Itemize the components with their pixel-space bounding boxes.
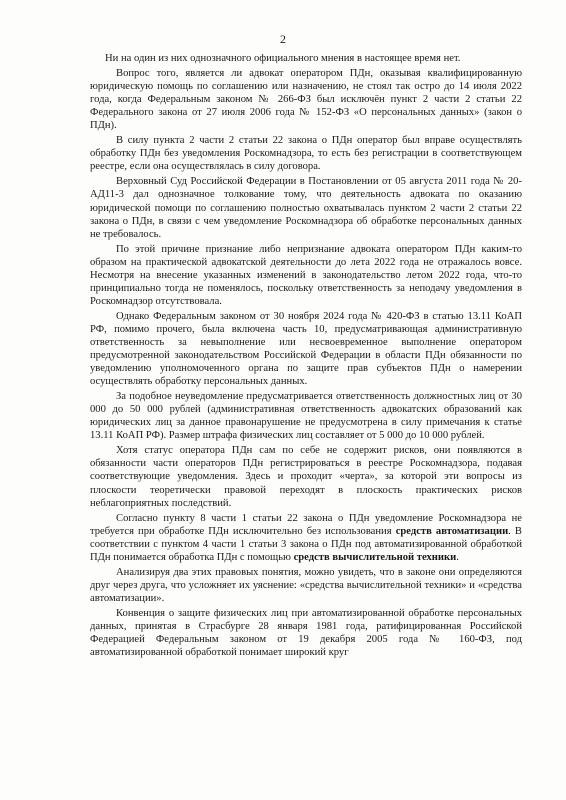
paragraph-text: Однако Федеральным законом от 30 ноября 2024 года № 420-ФЗ в статью 13.11 КоАП РФ, помимо прочего, была включена часть 10, предусматривающая административную ответственность за невыполнение или несвоевременное выполнение оператором предусмотренной законодательством Российской Федерации в области ПДн обязанности по уведомлению уполномоченного органа по защите прав субъектов ПДн о намерении осуществлять обработку персональных данных.	[90, 310, 522, 388]
paragraph-text: Согласно пункту 8 части 1 статьи 22 закона о ПДн уведомление Роскомнадзора не требуется при обработке ПДн исключительно без использования	[90, 512, 522, 537]
body-text	[90, 52, 522, 661]
paragraph	[90, 512, 522, 564]
paragraph	[90, 444, 522, 509]
paragraph-text: .	[456, 551, 459, 563]
paragraph	[90, 52, 522, 65]
paragraph	[90, 175, 522, 240]
page-number: 2	[280, 32, 286, 46]
paragraph	[90, 67, 522, 132]
paragraph-text: Анализируя два этих правовых понятия, можно увидеть, что в законе они определяются друг через друга, что усложняет их уяснение: «средства вычислительной техники» и «средства автоматизации».	[90, 566, 522, 604]
paragraph-text: За подобное неуведомление предусматривается ответственность должностных лиц от 30 000 до 50 000 рублей (административная ответственность адвокатских образований как юридических лиц за данное правонарушение не предусмотрена в силу примечания к статье 13.11 КоАП РФ). Размер штрафа физических лиц составляет от 5 000 до 10 000 рублей.	[90, 391, 522, 442]
paragraph	[90, 607, 522, 659]
bold-term: средств вычислительной техники	[293, 551, 457, 563]
paragraph-text: В силу пункта 2 части 2 статьи 22 закона о ПДн оператор был вправе осуществлять обработку ПДн без уведомления Роскомнадзора, то есть без регистрации в соответствующем реестре, если она осуществлялась в силу договора.	[90, 135, 522, 173]
paragraph-text: По этой причине признание либо непризнание адвоката оператором ПДн каким-то образом на практической адвокатской деятельности до лета 2022 года не отражалось вовсе. Несмотря на внесение указанных изменений в законодательство летом 2022 года, что-то принципиально тогда не поменялось, поскольку ответственность за неподачу уведомления в Роскомнадзор отсутствовала.	[90, 243, 522, 307]
paragraph-text: Ни на один из них однозначного официального мнения в настоящее время нет.	[105, 53, 461, 64]
paragraph	[90, 243, 522, 308]
paragraph-text: Верховный Суд Российской Федерации в Постановлении от 05 августа 2011 года № 20-АД11-3 дал однозначное толкование тому, что деятельность адвоката по оказанию юридической помощи по соглашению полностью охватывалась пунктом 2 части 2 статьи 22 закона о ПДн, в связи с чем уведомление Роскомнадзора об обработке персональных данных не требовалось.	[90, 176, 522, 240]
paragraph	[90, 134, 522, 173]
paragraph	[90, 566, 522, 605]
paragraph-text: Вопрос того, является ли адвокат оператором ПДн, оказывая квалифицированную юридическую помощь по соглашению или назначению, не стоял так остро до 14 июля 2022 года, когда Федеральным законом № 266-ФЗ был исключён пункт 2 части 2 статьи 22 Федерального закона от 27 июля 2006 года № 152-ФЗ «О персональных данных» (закон о ПДн).	[90, 68, 522, 132]
paragraph-text: Хотя статус оператора ПДн сам по себе не содержит рисков, они появляются в обязанности части операторов ПДн регистрироваться в реестре Роскомнадзора, подавая соответствующие уведомления. Здесь и проходит «черта», за которой эти вопросы из плоскости теоретически правовой переходят в плоскость практических рисков неблагоприятных последствий.	[90, 445, 522, 509]
paragraph-text: Конвенция о защите физических лиц при автоматизированной обработке персональных данных, принятая в Страсбурге 28 января 1981 года, ратифицированная Российской Федерацией Федеральным законом от 19 декабря 2005 года № 160-ФЗ, под автоматизированной обработкой понимает широкий круг	[90, 607, 522, 659]
bold-term: средств автоматизации	[395, 525, 509, 537]
paragraph-text: . В соответствии с пунктом 4 части 1 статьи 3 закона о ПДн под автоматизированной обработкой ПДн понимается обработка ПДн с помощью	[90, 525, 522, 563]
paragraph	[90, 310, 522, 388]
paragraph	[90, 390, 522, 442]
